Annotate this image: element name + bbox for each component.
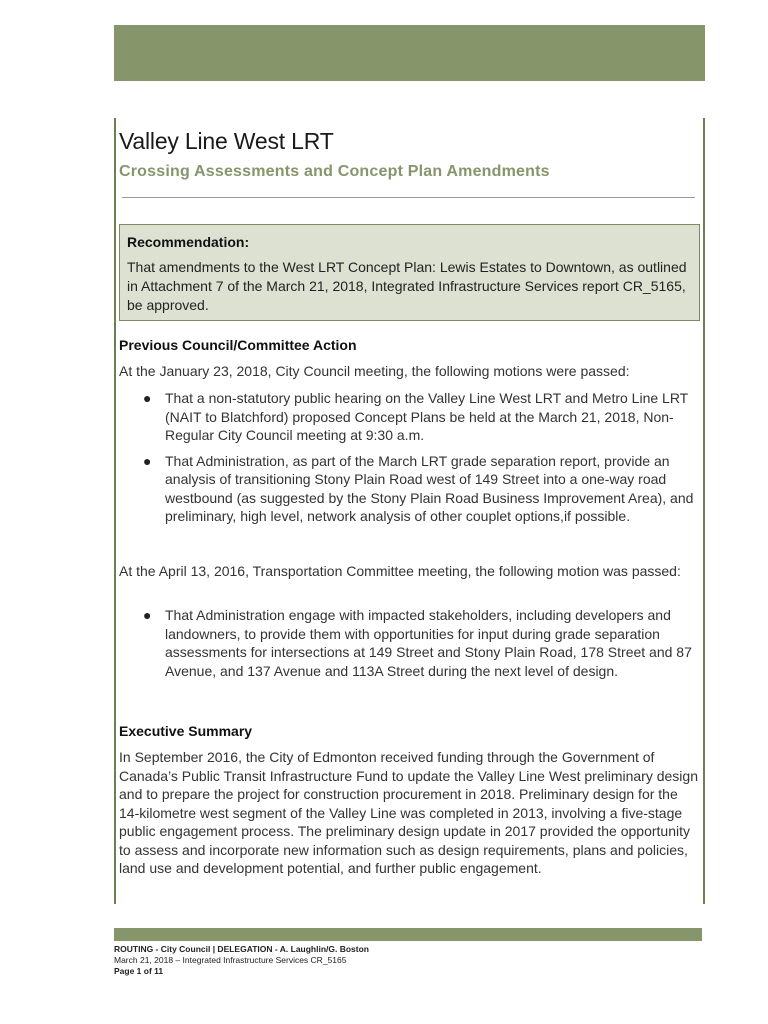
bullet-icon: ● bbox=[143, 607, 152, 623]
bullet-icon: ● bbox=[143, 452, 152, 469]
footer-band bbox=[114, 928, 702, 941]
executive-summary-text: In September 2016, the City of Edmonton received funding through the Government of Canada’s Public Transit Infrastructure Fund to update the Valley Line West preliminary design and to prepare the project for construction procurement in 2018. Preliminary design for the 14-kilometre west segment of the Valley Line was completed in 2013, involving a five-stage public engagement process. The preliminary design update in 2017 provided the opportunity to assess and incorporate new information such as design requirements, plans and policies, land use and development potential, and further public engagement. bbox=[119, 749, 698, 876]
list-item-text: That Administration engage with impacted stakeholders, including developers and landowners, to provide them with opportunities for input during grade separation assessments for intersections at 149 Street and Stony Plain Road, 178 Street and 87 Avenue, and 137 Avenue and 113A Street during the next level of design. bbox=[165, 607, 692, 679]
title-divider bbox=[122, 197, 695, 198]
footer bbox=[114, 944, 369, 977]
header-band bbox=[114, 25, 705, 81]
recommendation-text: That amendments to the West LRT Concept Plan: Lewis Estates to Downtown, as outlined in Attachment 7 of the March 21, 2018, Integrated Infrastructure Services report CR_5165, be approved. bbox=[127, 259, 687, 313]
list-item bbox=[119, 606, 701, 680]
previous-action-bullets-2 bbox=[119, 606, 701, 687]
bullet-icon: ● bbox=[143, 390, 152, 406]
footer-report: March 21, 2018 – Integrated Infrastructure Services CR_5165 bbox=[114, 955, 347, 965]
document-subtitle: Crossing Assessments and Concept Plan Amendments bbox=[119, 163, 550, 180]
previous-action-intro-2: At the April 13, 2016, Transportation Committee meeting, the following motion was passed: bbox=[119, 563, 681, 579]
footer-routing: ROUTING - City Council | DELEGATION - A. Laughlin/G. Boston bbox=[114, 944, 370, 954]
previous-action-intro-1: At the January 23, 2018, City Council meeting, the following motions were passed: bbox=[119, 363, 630, 379]
list-item-text: That Administration, as part of the March LRT grade separation report, provide an analysis of transitioning Stony Plain Road west of 149 Street into a one-way road westbound (as suggested by the Stony Plain Road Business Improvement Area), and preliminary, high level, network analysis of other couplet options,if possible. bbox=[165, 452, 694, 524]
document-title: Valley Line West LRT bbox=[119, 128, 334, 154]
footer-page-number: Page 1 of 11 bbox=[114, 966, 164, 976]
recommendation-box bbox=[119, 224, 700, 321]
previous-action-bullets-1 bbox=[119, 389, 701, 533]
recommendation-heading: Recommendation: bbox=[127, 234, 250, 250]
list-item-text: That a non-statutory public hearing on the Valley Line West LRT and Metro Line LRT (NAIT to Blatchford) proposed Concept Plans be held at the March 21, 2018, Non-Regular City Council meeting at 9:30 a.m. bbox=[165, 390, 688, 443]
list-item bbox=[119, 452, 701, 526]
executive-summary-heading: Executive Summary bbox=[119, 723, 253, 739]
list-item bbox=[119, 389, 701, 445]
previous-action-heading: Previous Council/Committee Action bbox=[119, 337, 357, 353]
